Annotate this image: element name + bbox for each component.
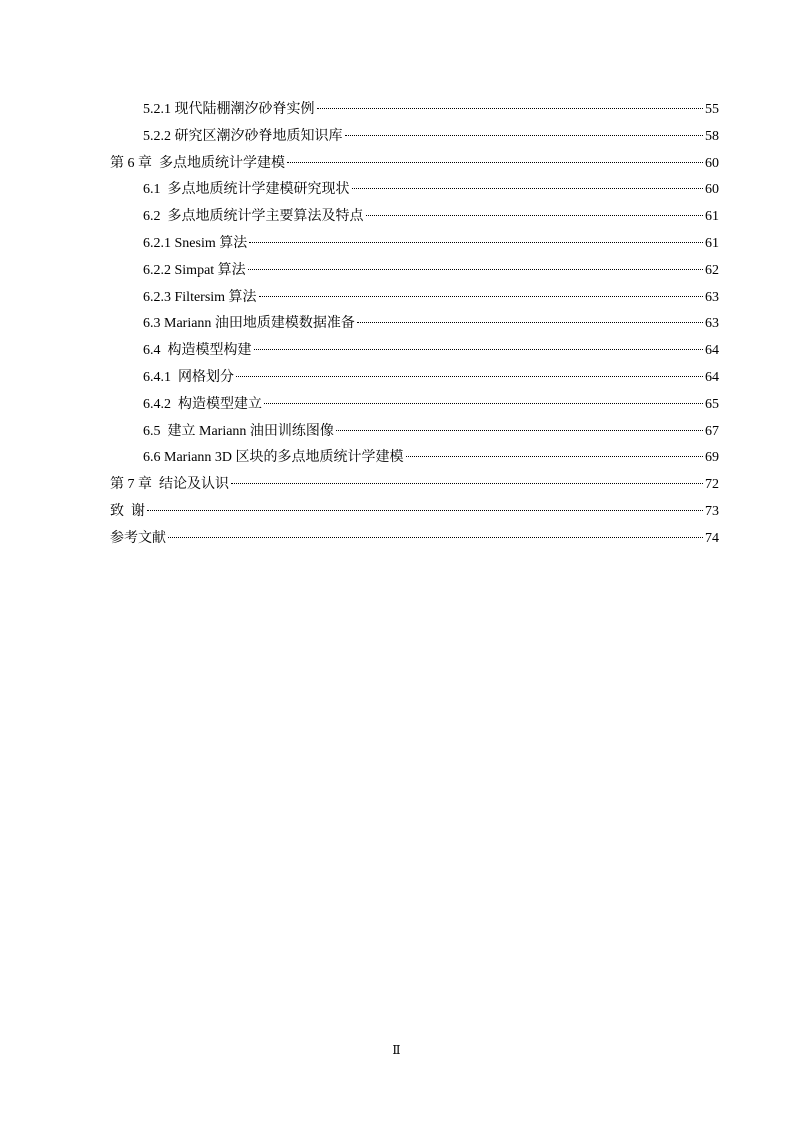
toc-entry-page: 65 xyxy=(705,396,719,412)
toc-dot-leader xyxy=(357,322,703,323)
toc-dot-leader xyxy=(254,349,704,350)
toc-dot-leader xyxy=(168,537,703,538)
toc-entry-title: 6.5 建立 Mariann 油田训练图像 xyxy=(143,423,334,439)
toc-entry-page: 60 xyxy=(705,155,719,171)
toc-entry-page: 74 xyxy=(705,530,719,546)
toc-entry[interactable] xyxy=(110,394,719,421)
toc-entry-title: 6.4 构造模型构建 xyxy=(143,343,252,359)
toc-entry[interactable] xyxy=(110,260,719,287)
toc-entry-page: 69 xyxy=(705,450,719,466)
toc-entry[interactable] xyxy=(110,287,719,314)
toc-entry-title: 致 谢 xyxy=(110,503,145,519)
toc-entry-page: 72 xyxy=(705,477,719,493)
toc-dot-leader xyxy=(406,456,703,457)
toc-entry-title: 6.2.1 Snesim 算法 xyxy=(143,235,248,251)
toc-entry-title: 6.2 多点地质统计学主要算法及特点 xyxy=(143,209,364,225)
toc-entry-page: 62 xyxy=(705,262,719,278)
toc-dot-leader xyxy=(236,376,703,377)
toc-entry[interactable] xyxy=(110,126,719,153)
toc-entry[interactable] xyxy=(110,447,719,474)
toc-entry-page: 61 xyxy=(705,235,719,251)
page-number: Ⅱ xyxy=(392,1043,401,1057)
toc-entry-page: 67 xyxy=(705,423,719,439)
toc-entry[interactable] xyxy=(110,367,719,394)
toc-entry-title: 6.6 Mariann 3D 区块的多点地质统计学建模 xyxy=(143,450,404,466)
toc-entry[interactable] xyxy=(110,340,719,367)
toc-entry-page: 64 xyxy=(705,369,719,385)
toc-entry[interactable] xyxy=(110,179,719,206)
toc-entry[interactable] xyxy=(110,501,719,528)
toc-entry-page: 73 xyxy=(705,503,719,519)
toc-entry[interactable] xyxy=(110,528,719,555)
toc-entry-title: 6.3 Mariann 油田地质建模数据准备 xyxy=(143,316,355,332)
toc-entry-page: 55 xyxy=(705,102,719,117)
toc-dot-leader xyxy=(345,135,704,136)
toc-dot-leader xyxy=(248,269,703,270)
toc-entry-title: 参考文献 xyxy=(110,530,166,546)
toc-entry[interactable] xyxy=(110,206,719,233)
toc-entry-title: 6.1 多点地质统计学建模研究现状 xyxy=(143,182,350,198)
toc-dot-leader xyxy=(259,296,703,297)
toc-entry-title: 5.2.1 现代陆棚潮汐砂脊实例 xyxy=(143,102,315,117)
toc-dot-leader xyxy=(317,108,704,109)
table-of-contents xyxy=(110,99,719,555)
toc-entry-title: 5.2.2 研究区潮汐砂脊地质知识库 xyxy=(143,128,343,144)
toc-entry-title: 6.4.2 构造模型建立 xyxy=(143,396,262,412)
toc-entry-page: 61 xyxy=(705,209,719,225)
toc-dot-leader xyxy=(287,162,703,163)
toc-entry[interactable] xyxy=(110,474,719,501)
toc-dot-leader xyxy=(352,188,704,189)
toc-entry[interactable] xyxy=(110,313,719,340)
toc-entry-title: 6.2.2 Simpat 算法 xyxy=(143,262,246,278)
toc-entry-page: 63 xyxy=(705,289,719,305)
toc-entry[interactable] xyxy=(110,153,719,180)
toc-entry-title: 第 6 章 多点地质统计学建模 xyxy=(110,155,285,171)
toc-dot-leader xyxy=(264,403,703,404)
toc-entry-title: 6.4.1 网格划分 xyxy=(143,369,234,385)
toc-entry-page: 64 xyxy=(705,343,719,359)
toc-entry-title: 第 7 章 结论及认识 xyxy=(110,477,229,493)
toc-entry-page: 60 xyxy=(705,182,719,198)
toc-dot-leader xyxy=(366,215,704,216)
toc-dot-leader xyxy=(231,483,703,484)
toc-dot-leader xyxy=(147,510,703,511)
toc-dot-leader xyxy=(336,430,703,431)
toc-entry-title: 6.2.3 Filtersim 算法 xyxy=(143,289,257,305)
toc-entry[interactable] xyxy=(110,99,719,126)
toc-entry-page: 58 xyxy=(705,128,719,144)
toc-entry[interactable] xyxy=(110,233,719,260)
toc-dot-leader xyxy=(249,242,703,243)
toc-entry-page: 63 xyxy=(705,316,719,332)
toc-entry[interactable] xyxy=(110,421,719,448)
